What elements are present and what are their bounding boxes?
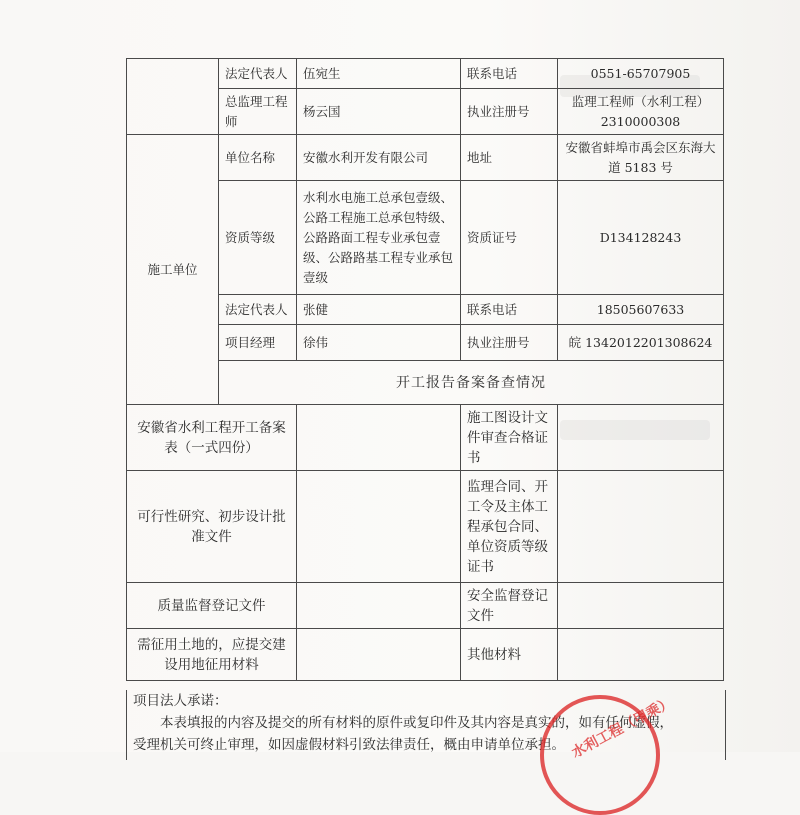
field-label: 法定代表人 bbox=[219, 59, 297, 89]
field-value: 18505607633 bbox=[558, 295, 724, 325]
field-label: 执业注册号 bbox=[461, 89, 558, 135]
field-label: 法定代表人 bbox=[219, 295, 297, 325]
field-label: 资质等级 bbox=[219, 181, 297, 295]
field-label: 总监理工程师 bbox=[219, 89, 297, 135]
field-value: 徐伟 bbox=[297, 325, 461, 361]
table-row bbox=[127, 59, 724, 89]
table-row bbox=[127, 135, 724, 181]
filing-value bbox=[558, 629, 724, 681]
construction-unit-label: 施工单位 bbox=[127, 135, 219, 405]
field-value: 杨云国 bbox=[297, 89, 461, 135]
field-label: 单位名称 bbox=[219, 135, 297, 181]
filing-value bbox=[297, 471, 461, 583]
section-title: 开工报告备案备查情况 bbox=[219, 361, 724, 405]
filing-label: 可行性研究、初步设计批准文件 bbox=[127, 471, 297, 583]
table-row bbox=[127, 583, 724, 629]
promise-title: 项目法人承诺： bbox=[133, 693, 228, 709]
field-value: 水利水电施工总承包壹级、公路工程施工总承包特级、公路路面工程专业承包壹级、公路路基工程专业承包壹级 bbox=[297, 181, 461, 295]
table-row bbox=[127, 471, 724, 583]
field-label: 地址 bbox=[461, 135, 558, 181]
field-label: 联系电话 bbox=[461, 295, 558, 325]
field-label: 执业注册号 bbox=[461, 325, 558, 361]
table-row bbox=[127, 629, 724, 681]
filing-value bbox=[558, 471, 724, 583]
field-label: 联系电话 bbox=[461, 59, 558, 89]
seal-text: 水利工程（甲乘） bbox=[569, 694, 676, 762]
filing-label: 其他材料 bbox=[461, 629, 558, 681]
promise-text: 受理机关可终止审理，如因虚假材料引致法律责任，概由申请单位承担。 bbox=[133, 737, 565, 753]
promise-text: 本表填报的内容及提交的所有材料的原件或复印件及其内容是真实的，如有任何虚假， bbox=[160, 715, 673, 731]
field-value: 张健 bbox=[297, 295, 461, 325]
filing-value bbox=[558, 405, 724, 471]
field-label: 项目经理 bbox=[219, 325, 297, 361]
legal-person-promise bbox=[126, 690, 726, 760]
field-value: 伍宛生 bbox=[297, 59, 461, 89]
filing-value bbox=[297, 405, 461, 471]
field-value: 皖 1342012201308624 bbox=[558, 325, 724, 361]
field-value: D134128243 bbox=[558, 181, 724, 295]
filing-label: 安全监督登记文件 bbox=[461, 583, 558, 629]
field-value: 0551-65707905 bbox=[558, 59, 724, 89]
filing-form-table bbox=[126, 58, 724, 681]
reg-no-line: 2310000308 bbox=[600, 113, 681, 129]
filing-label: 需征用土地的，应提交建设用地征用材料 bbox=[127, 629, 297, 681]
filing-value bbox=[297, 629, 461, 681]
filing-value bbox=[558, 583, 724, 629]
field-value: 安徽省蚌埠市禹会区东海大道 5183 号 bbox=[558, 135, 724, 181]
table-row bbox=[127, 405, 724, 471]
filing-label: 监理合同、开工令及主体工程承包合同、单位资质等级证书 bbox=[461, 471, 558, 583]
filing-label: 施工图设计文件审查合格证书 bbox=[461, 405, 558, 471]
filing-value bbox=[297, 583, 461, 629]
field-label: 资质证号 bbox=[461, 181, 558, 295]
field-value: 安徽水利开发有限公司 bbox=[297, 135, 461, 181]
field-value bbox=[558, 89, 724, 135]
filing-label: 质量监督登记文件 bbox=[127, 583, 297, 629]
reg-no-line: 监理工程师（水利工程） bbox=[571, 93, 710, 109]
filing-label: 安徽省水利工程开工备案表（一式四份） bbox=[127, 405, 297, 471]
supervision-unit-cell bbox=[127, 59, 219, 135]
